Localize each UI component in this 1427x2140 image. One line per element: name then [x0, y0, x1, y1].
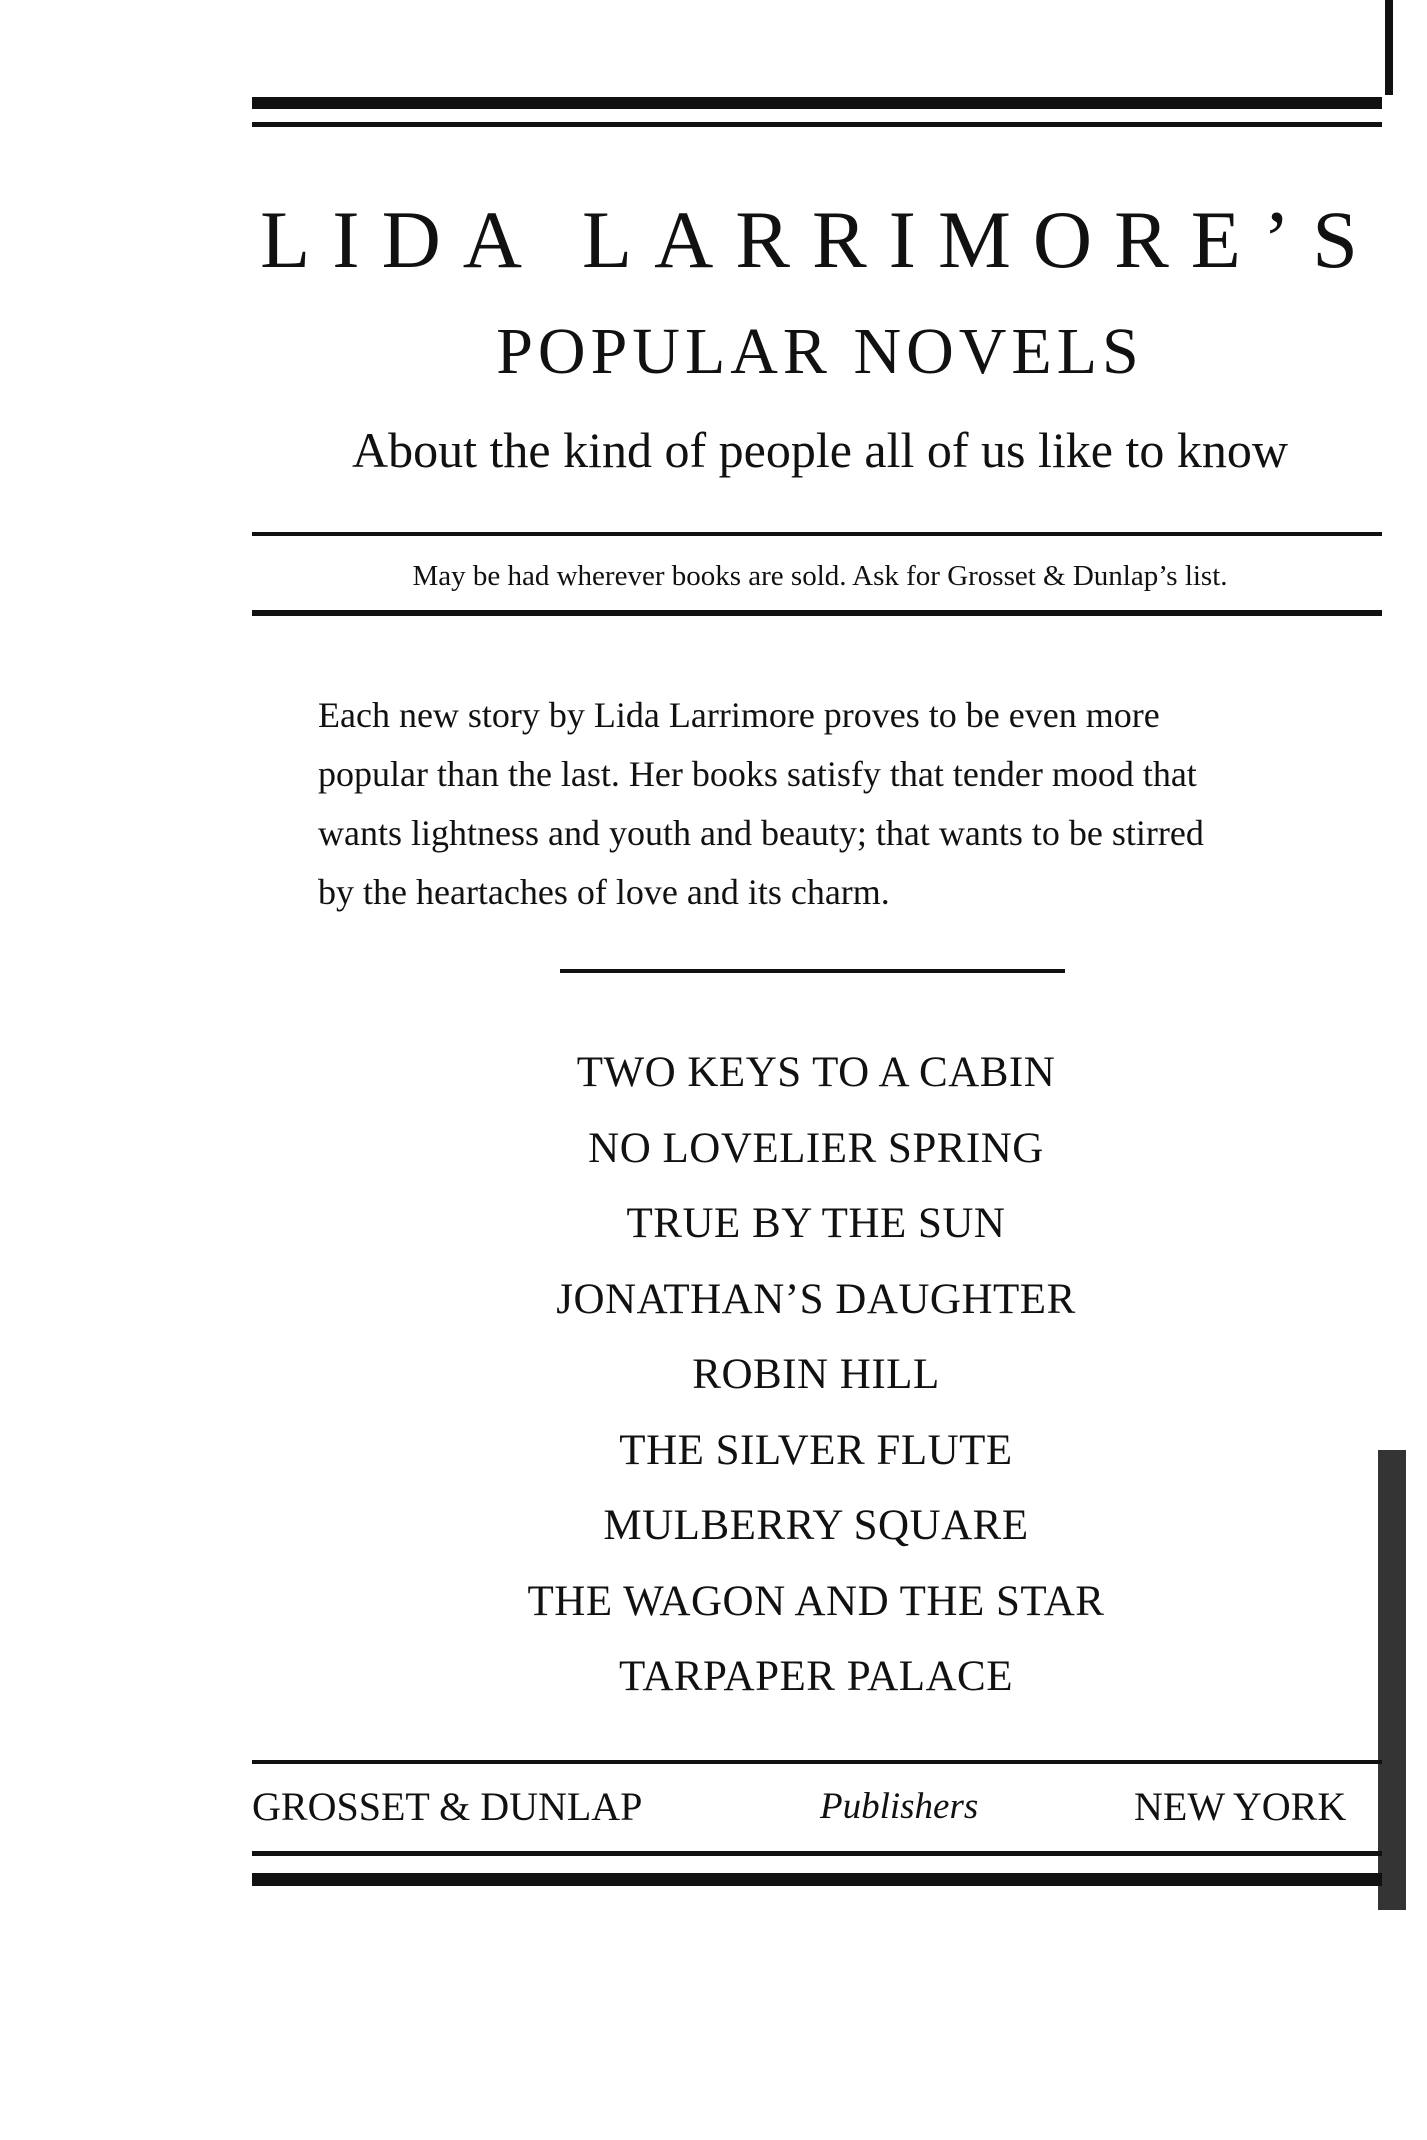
novel-title: THE WAGON AND THE STAR	[527, 1577, 1105, 1625]
section-divider	[560, 969, 1065, 973]
blurb-line: Each new story by Lida Larrimore proves to be even more	[318, 695, 1160, 735]
publisher-name: GROSSET & DUNLAP	[252, 1784, 643, 1829]
description-paragraph	[318, 686, 1338, 922]
blurb-line: popular than the last. Her books satisfy that tender mood that	[318, 754, 1197, 794]
tagline: About the kind of people all of us like to know	[352, 422, 1288, 478]
notice-rule-bottom	[252, 610, 1382, 616]
novel-title: MULBERRY SQUARE	[603, 1502, 1029, 1549]
bottom-rule-thin	[252, 1851, 1382, 1856]
novel-list	[400, 1035, 1232, 1715]
novel-title: ROBIN HILL	[692, 1351, 940, 1398]
bottom-rule-thick	[252, 1873, 1382, 1886]
availability-notice: May be had wherever books are sold. Ask for Grosset & Dunlap’s list.	[412, 560, 1228, 592]
blurb-line: by the heartaches of love and its charm.	[318, 872, 890, 912]
novel-title: TRUE BY THE SUN	[626, 1200, 1006, 1247]
author-heading: LIDA LARRIMORE’S	[260, 194, 1380, 285]
blurb-line: wants lightness and youth and beauty; that wants to be stirred	[318, 813, 1204, 853]
series-heading: POPULAR NOVELS	[496, 315, 1144, 388]
novel-title: NO LOVELIER SPRING	[588, 1124, 1044, 1172]
scan-edge-mark-top	[1385, 0, 1393, 95]
publisher-city: NEW YORK	[1134, 1784, 1347, 1829]
notice-rule-top	[252, 532, 1382, 536]
novel-title: THE SILVER FLUTE	[619, 1426, 1013, 1474]
novel-title: JONATHAN’S DAUGHTER	[556, 1275, 1076, 1323]
top-rule-thick	[252, 97, 1382, 109]
top-rule-thin	[252, 122, 1382, 127]
scan-edge-mark-bottom	[1378, 1450, 1406, 1910]
novel-title: TARPAPER PALACE	[619, 1653, 1013, 1700]
novel-title: TWO KEYS TO A CABIN	[576, 1049, 1056, 1096]
footer-rule-top	[252, 1760, 1382, 1764]
publisher-role: Publishers	[820, 1786, 979, 1827]
